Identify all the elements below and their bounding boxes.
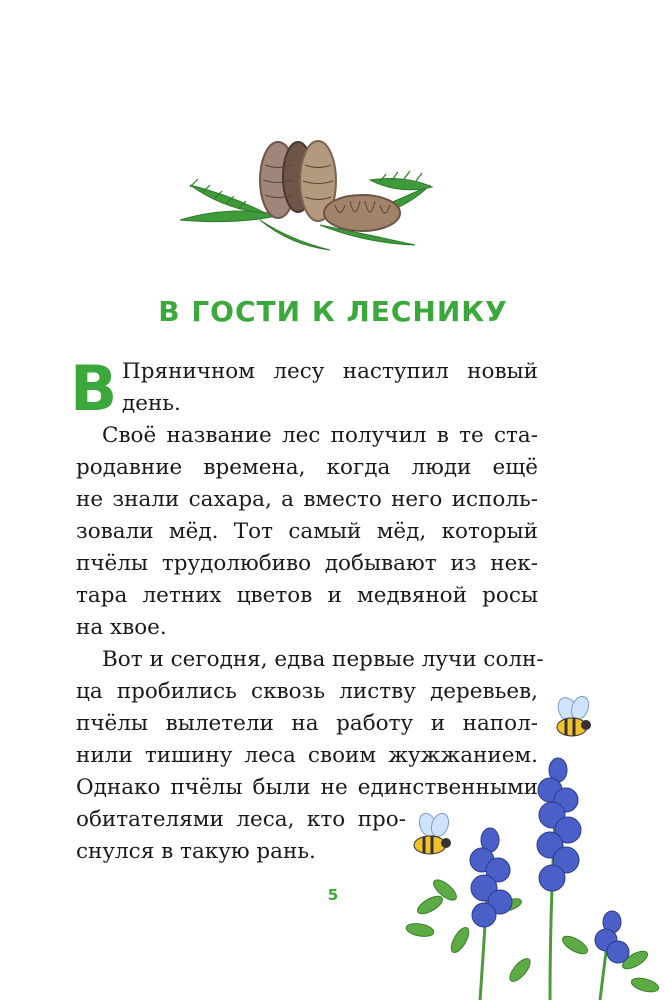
paragraph-line: пчёлы трудолюбиво добывают из нек- [76, 551, 538, 576]
paragraph-line: Однако пчёлы были не единственными [76, 775, 538, 800]
paragraph-line: нили тишину леса своим жужжанием. [76, 743, 538, 768]
drop-cap: В [70, 352, 118, 425]
paragraph-line: тара летних цветов и медвяной росы [76, 583, 538, 608]
chapter-title: В ГОСТИ К ЛЕСНИКУ [158, 295, 508, 328]
paragraph-line: ца пробились сквозь листву деревьев, [76, 679, 538, 704]
lavender-illustration [400, 690, 666, 1000]
paragraph-line: пчёлы вылетели на работу и напол- [76, 711, 538, 736]
paragraph-line: Своё название лес получил в те ста- [102, 423, 538, 448]
bee-icon [554, 694, 591, 736]
paragraph-line: день. [122, 391, 181, 416]
paragraph-line: снулся в такую рань. [76, 839, 316, 864]
paragraph-line: родавние времена, когда люди ещё [76, 455, 538, 480]
paragraph-line: обитателями леса, кто про- [76, 807, 406, 832]
pine-cones-illustration [170, 125, 440, 265]
bee-icon [414, 811, 452, 854]
paragraph-line: Вот и сегодня, едва первые лучи солн- [102, 647, 544, 672]
paragraph-line: не знали сахара, а вместо него исполь- [76, 487, 538, 512]
paragraph-line: на хвое. [76, 615, 167, 640]
page-number: 5 [327, 886, 339, 904]
paragraph-line: зовали мёд. Тот самый мёд, который [76, 519, 538, 544]
paragraph-line: Пряничном лесу наступил новый [122, 359, 538, 384]
